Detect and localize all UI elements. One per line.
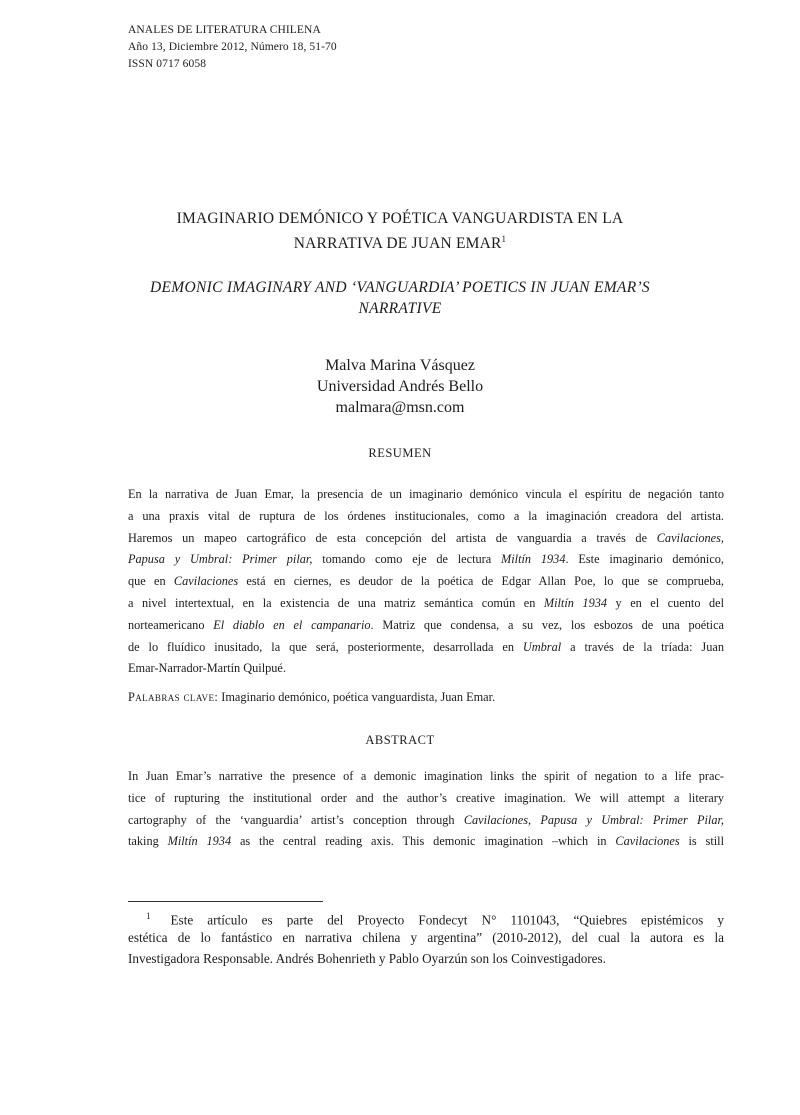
resumen-line <box>128 549 724 571</box>
resumen-line <box>128 571 724 593</box>
title-line-1: IMAGINARIO DEMÓNICO Y POÉTICA VANGUARDISTA EN LA <box>176 210 624 227</box>
resumen-italic: Cavilaciones <box>173 574 239 589</box>
resumen-text: . Matriz que condensa, a su vez, los esbozos de una poética <box>370 617 724 632</box>
resumen-italic: Miltín 1934 <box>501 552 566 567</box>
abstract-paragraph <box>128 766 724 853</box>
subtitle-line-2: NARRATIVE <box>358 300 442 317</box>
resumen-text: Haremos un mapeo cartográfico de esta concepción del artista de vanguardia a través de <box>128 530 657 545</box>
resumen-text: que en <box>128 574 174 589</box>
abstract-heading: ABSTRACT <box>365 733 435 747</box>
abstract-line: tice of rupturing the institutional order and the author’s creative imagination. We will attempt a literary <box>128 790 724 805</box>
footnote-divider <box>128 901 323 902</box>
abstract-italic: Cavilaciones, Papusa y Umbral: Primer Pilar, <box>463 812 724 827</box>
resumen-paragraph <box>128 484 724 680</box>
journal-name: ANALES DE LITERATURA CHILENA <box>128 24 321 36</box>
resumen-text: . Este imaginario demónico, <box>565 552 724 567</box>
resumen-text: está en ciernes, es deudor de la poética de Edgar Allan Poe, lo que se comprueba, <box>238 574 724 589</box>
resumen-text: tomando como eje de lectura <box>312 552 502 567</box>
resumen-text: a través de la tríada: Juan <box>561 639 724 654</box>
abstract-italic: Miltín 1934 <box>167 834 232 849</box>
abstract-line <box>128 831 724 853</box>
abstract-text: cartography of the ‘vanguardia’ artist’s conception through <box>128 812 464 827</box>
resumen-text: a nivel intertextual, en la existencia de una matriz semántica común en <box>128 595 544 610</box>
footnote-text: Este artículo es parte del Proyecto Fondecyt N° 1101043, “Quiebres epistémicos y <box>170 912 724 927</box>
footnote-line: estética de lo fantástico en narrativa chilena y argentina” (2010-2012), del cual la autora es la <box>128 930 724 945</box>
journal-issn: ISSN 0717 6058 <box>128 58 207 70</box>
title-line-2 <box>120 229 680 254</box>
resumen-text: y en el cuento del <box>607 595 724 610</box>
footnote-mark: 1 <box>146 911 151 921</box>
author-email: malmara@msn.com <box>335 399 465 416</box>
resumen-line: a una praxis vital de ruptura de los órdenes institucionales, como a la imaginación creadora del artista. <box>128 508 724 523</box>
article-title <box>120 208 680 254</box>
resumen-italic: Cavilaciones, <box>656 530 724 545</box>
resumen-text: de lo fluídico inusitado, la que será, posteriormente, desarrollada en <box>128 639 523 654</box>
keywords-label: Palabras clave: <box>128 690 219 704</box>
journal-issue: Año 13, Diciembre 2012, Número 18, 51-70 <box>128 41 337 53</box>
resumen-line: En la narrativa de Juan Emar, la presencia de un imaginario demónico vincula el espíritu de negación tanto <box>128 487 724 501</box>
footnote <box>128 906 724 969</box>
resumen-italic: Papusa y Umbral: Primer pilar, <box>128 552 313 567</box>
author-name: Malva Marina Vásquez <box>325 357 475 374</box>
footnote-line: Investigadora Responsable. Andrés Bohenrieth y Pablo Oyarzún son los Coinvestigadores. <box>128 951 606 966</box>
resumen-line <box>128 615 724 637</box>
resumen-line <box>128 593 724 615</box>
resumen-italic: El diablo en el campanario <box>213 617 371 632</box>
abstract-text: is still <box>679 834 724 849</box>
abstract-text: taking <box>128 834 168 849</box>
footnote-line <box>128 906 724 927</box>
author-block <box>200 355 600 418</box>
subtitle-line-1: DEMONIC IMAGINARY AND ‘VANGUARDIA’ POETICS IN JUAN EMAR’S <box>150 279 650 296</box>
title-line-2-text: NARRATIVA DE JUAN EMAR <box>293 235 502 253</box>
keywords-text: Imaginario demónico, poética vanguardista, Juan Emar. <box>218 690 496 704</box>
resumen-line <box>128 637 724 659</box>
resumen-text: norteamericano <box>128 617 214 632</box>
abstract-line <box>128 810 724 832</box>
resumen-line <box>128 528 724 550</box>
abstract-text: as the central reading axis. This demonic imagination –which in <box>231 834 616 849</box>
resumen-line: Emar-Narrador-Martín Quilpué. <box>128 661 286 676</box>
keywords <box>128 690 495 705</box>
abstract-line: In Juan Emar’s narrative the presence of a demonic imagination links the spirit of negation to a life prac- <box>128 769 724 783</box>
author-affiliation: Universidad Andrés Bello <box>316 378 484 395</box>
resumen-heading: RESUMEN <box>368 446 432 460</box>
article-subtitle <box>110 277 690 319</box>
journal-header <box>128 22 337 73</box>
title-footnote-ref: 1 <box>501 234 507 244</box>
resumen-italic: Umbral <box>522 639 562 654</box>
resumen-italic: Miltín 1934 <box>543 595 608 610</box>
abstract-italic: Cavilaciones <box>615 834 680 849</box>
